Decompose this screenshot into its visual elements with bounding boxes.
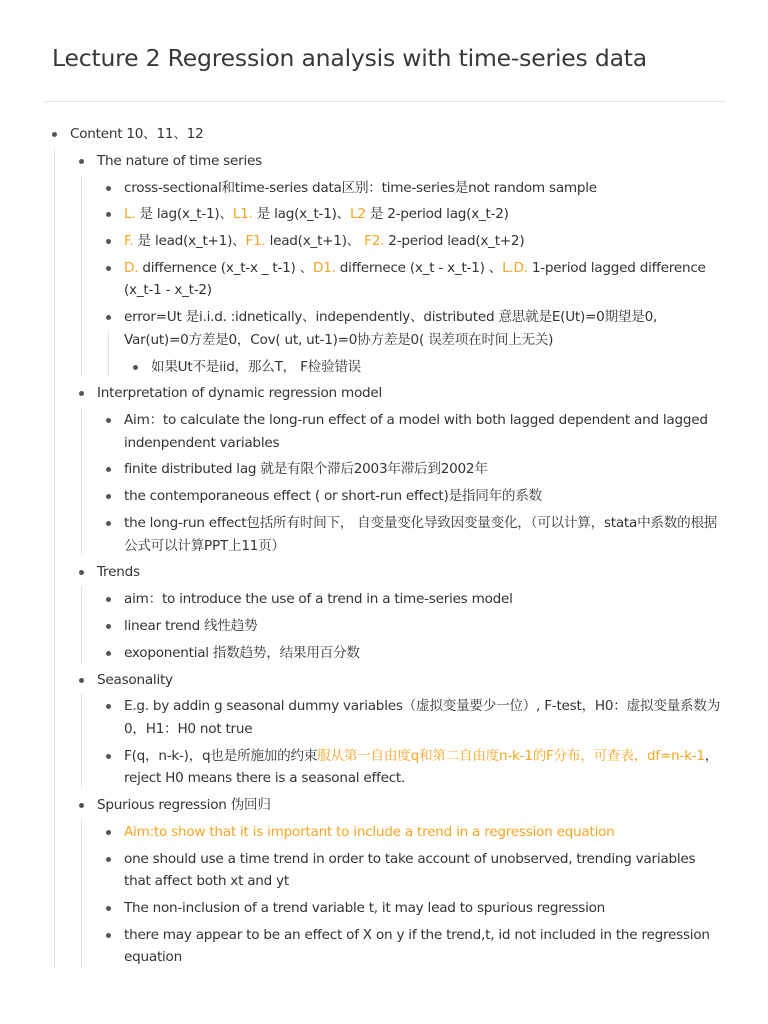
bullet-icon[interactable]: [106, 494, 111, 499]
list-item: [0, 175, 768, 202]
bullet-icon[interactable]: [106, 704, 111, 709]
bullet-icon[interactable]: [79, 570, 84, 575]
bullet-icon[interactable]: [106, 651, 111, 656]
bullet-icon[interactable]: [79, 803, 84, 808]
seasonality-children: [0, 693, 768, 792]
item-text[interactable]: [124, 201, 724, 228]
item-text[interactable]: cross-sectional和time-series data区别：time-series是not random sample: [124, 179, 597, 196]
bullet-icon[interactable]: [106, 467, 111, 472]
bullet-icon[interactable]: [106, 857, 111, 862]
list-item: [0, 819, 768, 846]
item-text[interactable]: Spurious regression 伪回归: [97, 796, 271, 813]
list-item: [0, 586, 768, 613]
text-span: differnence (x_t-x _ t-1) 、: [138, 259, 314, 276]
list-item: [0, 743, 768, 792]
item-text[interactable]: the long-run effect包括所有时间下， 自变量变化导致因变量变化，（可以计算，stata中系数的根据公式可以计算PPT上11页）: [124, 515, 718, 554]
list-item-trends: [0, 559, 768, 666]
list-item-dynamic: [0, 380, 768, 559]
bullet-icon[interactable]: [106, 315, 111, 320]
item-text[interactable]: The non-inclusion of a trend variable t, it may lead to spurious regression: [124, 899, 606, 916]
text-span: F(q，n-k-)，q也是所施加的约束: [124, 747, 318, 764]
trends-children: [0, 586, 768, 666]
text-span: 是 2-period lag(x_t-2): [365, 206, 509, 223]
bullet-icon[interactable]: [106, 754, 111, 759]
item-text[interactable]: aim：to introduce the use of a trend in a time-series model: [124, 591, 513, 608]
item-text[interactable]: 如果Ut不是iid，那么T， F检验错误: [151, 358, 362, 375]
list-item: [0, 483, 768, 510]
highlight-text: L.D.: [502, 259, 528, 276]
item-text[interactable]: [124, 743, 724, 792]
item-text[interactable]: [124, 228, 724, 255]
error-children: [0, 354, 768, 381]
list-item: [0, 846, 768, 895]
item-text[interactable]: Seasonality: [97, 671, 173, 688]
list-item: [0, 613, 768, 640]
list-item-error: [0, 304, 768, 380]
highlight-text: L.: [124, 206, 136, 223]
text-span: 是 lag(x_t-1)、: [252, 206, 351, 223]
dynamic-children: [0, 407, 768, 559]
bullet-icon[interactable]: [106, 418, 111, 423]
outline: [0, 121, 768, 971]
bullet-icon[interactable]: [106, 597, 111, 602]
list-item-content: [0, 121, 768, 971]
text-span: 2-period lead(x_t+2): [384, 233, 525, 250]
list-item: [0, 354, 768, 381]
bullet-icon[interactable]: [106, 266, 111, 271]
bullet-icon[interactable]: [79, 678, 84, 683]
item-text[interactable]: one should use a time trend in order to take account of unobserved, trending variables that affect both xt and yt: [124, 850, 696, 890]
item-text[interactable]: [124, 255, 724, 304]
list-item: [0, 228, 768, 255]
item-text[interactable]: E.g. by addin g seasonal dummy variables（虚拟变量要少一位）, F-test，H0：虚拟变量系数为0，H1：H0 not true: [124, 698, 721, 737]
list-item: [0, 922, 768, 971]
item-text[interactable]: The nature of time series: [97, 152, 262, 169]
text-span: 是 lead(x_t+1)、: [133, 233, 246, 250]
list-item-seasonality: [0, 667, 768, 792]
bullet-icon[interactable]: [106, 830, 111, 835]
text-span: 1-period lagged difference (x_t-1 - x_t-2): [124, 259, 706, 299]
highlight-text: F1.: [245, 233, 266, 250]
bullet-icon[interactable]: [106, 521, 111, 526]
list-item: [0, 693, 768, 742]
item-text[interactable]: Aim:to show that it is important to include a trend in a regression equation: [124, 823, 615, 840]
highlight-text: F2.: [364, 233, 385, 250]
content-children: [0, 148, 768, 971]
list-item: [0, 407, 768, 456]
item-text[interactable]: error=Ut 是i.i.d. :idnetically、independently、distributed 意思就是E(Ut)=0期望是0, Var(ut)=0方差是0，Cov( ut, ut-1)=0协方差是0( 误差项在时间上无关): [124, 309, 658, 348]
highlight-text: D.: [124, 259, 139, 276]
list-item-nature: [0, 148, 768, 381]
list-item: [0, 640, 768, 667]
item-text[interactable]: Aim：to calculate the long-run effect of a model with both lagged dependent and lagged indenpendent variables: [124, 412, 708, 451]
highlight-text: 服从第一自由度q和第二自由度n-k-1的F分布，可查表，df=n-k-1: [317, 747, 705, 764]
list-item: [0, 895, 768, 922]
item-text[interactable]: Interpretation of dynamic regression model: [97, 385, 383, 402]
title-divider: [44, 101, 726, 102]
bullet-icon[interactable]: [106, 212, 111, 217]
highlight-text: L2: [350, 206, 366, 223]
bullet-icon[interactable]: [106, 906, 111, 911]
list-item-spurious: [0, 792, 768, 971]
item-text[interactable]: the contemporaneous effect ( or short-run effect)是指同年的系数: [124, 488, 542, 505]
list-item: [0, 201, 768, 228]
bullet-icon[interactable]: [106, 933, 111, 938]
text-span: differnece (x_t - x_t-1) 、: [335, 259, 503, 276]
outline-root: [0, 121, 768, 971]
item-text[interactable]: Content 10、11、12: [70, 126, 204, 142]
bullet-icon[interactable]: [106, 239, 111, 244]
item-text[interactable]: Trends: [97, 564, 140, 581]
item-text[interactable]: there may appear to be an effect of X on y if the trend,t, id not included in the regression equation: [124, 926, 710, 966]
bullet-icon[interactable]: [52, 132, 57, 137]
highlight-text: F.: [124, 233, 134, 250]
nature-children: [0, 175, 768, 381]
bullet-icon[interactable]: [106, 186, 111, 191]
item-text[interactable]: exoponential 指数趋势，结果用百分数: [124, 644, 360, 661]
text-span: lead(x_t+1)、: [265, 233, 365, 250]
text-span: 是 lag(x_t-1)、: [135, 206, 233, 223]
highlight-text: D1.: [313, 259, 336, 276]
bullet-icon[interactable]: [79, 391, 84, 396]
item-text[interactable]: linear trend 线性趋势: [124, 617, 258, 634]
bullet-icon[interactable]: [133, 365, 138, 370]
item-text[interactable]: finite distributed lag 就是有限个滞后2003年滞后到2002年: [124, 461, 488, 478]
bullet-icon[interactable]: [106, 624, 111, 629]
spurious-children: [0, 819, 768, 971]
list-item: [0, 510, 768, 559]
list-item: [0, 456, 768, 483]
list-item: [0, 255, 768, 304]
text-span: ，reject H0 means there is a seasonal effect.: [124, 747, 719, 787]
highlight-text: L1.: [232, 206, 253, 223]
bullet-icon[interactable]: [79, 159, 84, 164]
page-title: Lecture 2 Regression analysis with time-series data: [52, 44, 647, 72]
